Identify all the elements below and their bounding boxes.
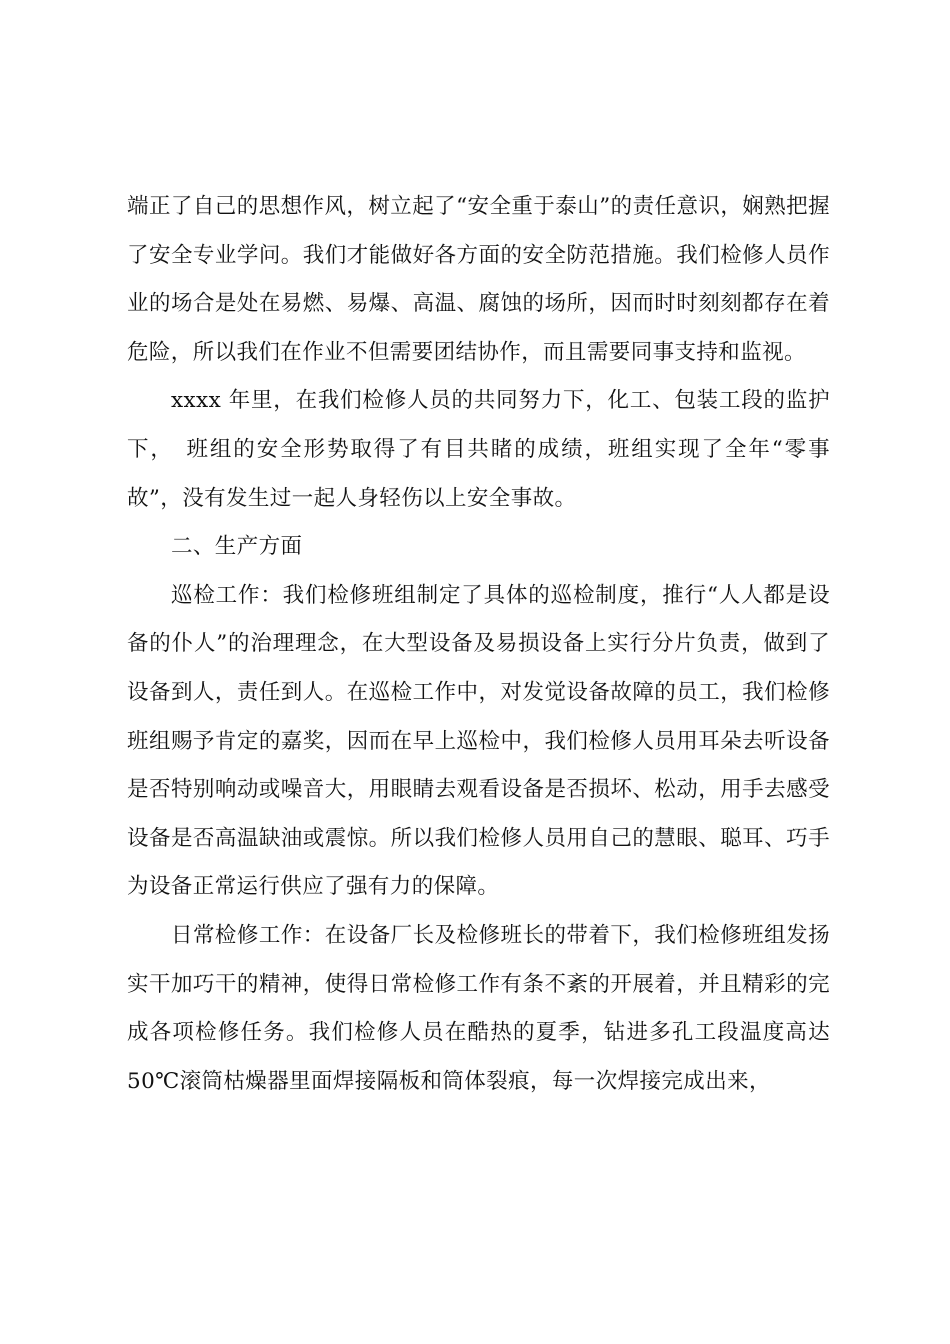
document-body	[127, 183, 830, 1106]
paragraph-safety-results: xxxx 年里，在我们检修人员的共同努力下，化工、包装工段的监护下， 班组的安全形势取得了有目共睹的成绩，班组实现了全年“零事故”，没有发生过一起人身轻伤以上安全事故。	[127, 388, 830, 511]
paragraph-daily-maintenance: 日常检修工作：在设备厂长及检修班长的带着下，我们检修班组发扬实干加巧干的精神，使得日常检修工作有条不紊的开展着，并且精彩的完成各项检修任务。我们检修人员在酷热的夏季，钻进多孔工段温度高达 50℃滚筒枯燥器里面焊接隔板和筒体裂痕，每一次焊接完成出来，	[127, 922, 830, 1094]
section-heading-production: 二、生产方面	[171, 534, 303, 560]
paragraph-safety-awareness: 端正了自己的思想作风，树立起了“安全重于泰山”的责任意识，娴熟把握了安全专业学问。我们才能做好各方面的安全防范措施。我们检修人员作业的场合是处在易燃、易爆、高温、腐蚀的场所，因而时时刻刻都存在着危险，所以我们在作业不但需要团结协作，而且需要同事支持和监视。	[127, 194, 830, 365]
paragraph-patrol-inspection: 巡检工作：我们检修班组制定了具体的巡检制度，推行“人人都是设备的仆人”的治理理念，在大型设备及易损设备上实行分片负责，做到了设备到人，责任到人。在巡检工作中，对发觉设备故障的员工，我们检修班组赐予肯定的嘉奖，因而在早上巡检中，我们检修人员用耳朵去听设备是否特别响动或噪音大，用眼睛去观看设备是否损坏、松动，用手去感受设备是否高温缺油或震惊。所以我们检修人员用自己的慧眼、聪耳、巧手为设备正常运行供应了强有力的保障。	[127, 582, 830, 900]
